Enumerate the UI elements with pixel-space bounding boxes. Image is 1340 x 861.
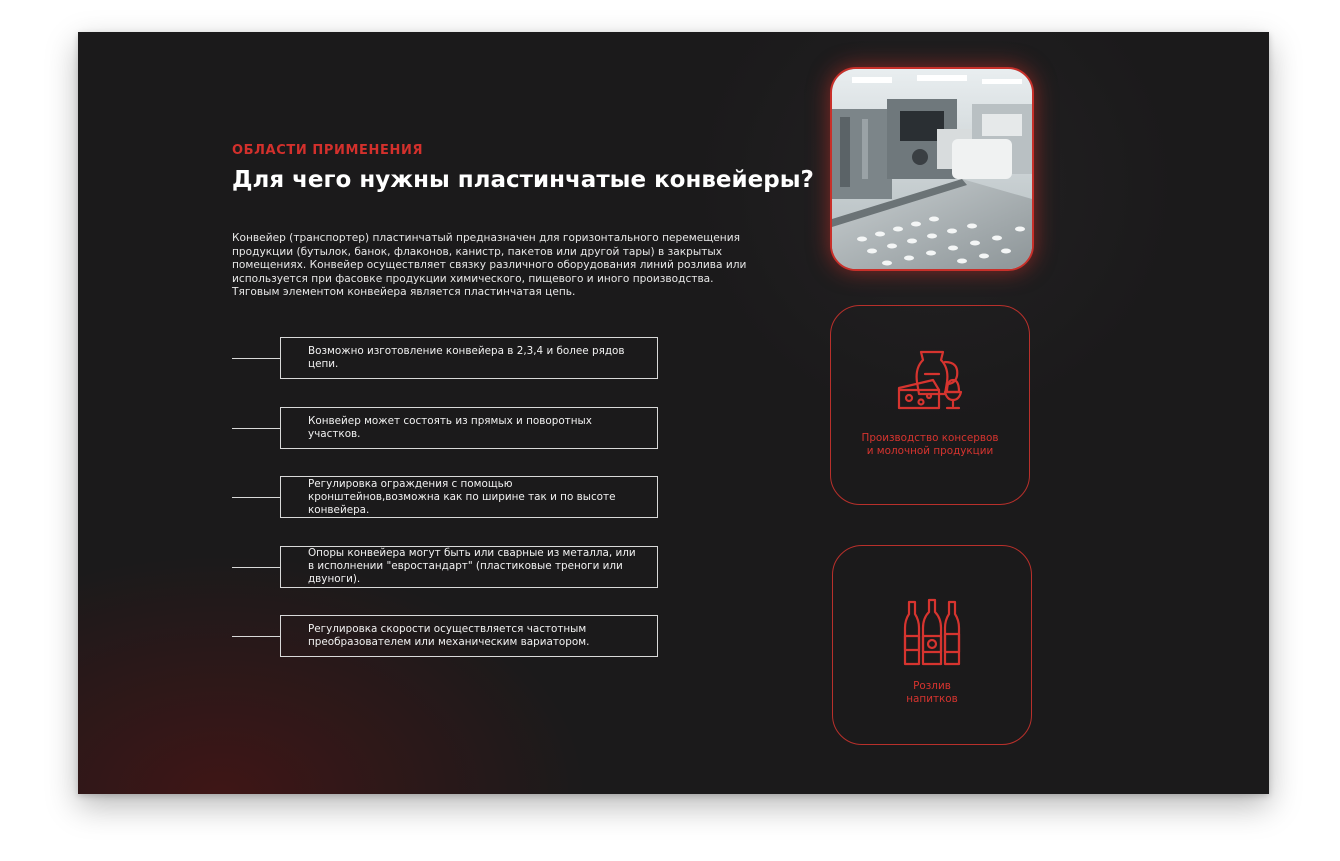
caption-line: и молочной продукции	[866, 445, 994, 457]
feature-text: Регулировка скорости осуществляется частотным преобразователем или механическим вариатором.	[308, 623, 590, 648]
conveyor-photo-card	[830, 67, 1034, 271]
feature-box	[280, 476, 658, 518]
feature-text: Регулировка ограждения с помощью кронштейнов,возможна как по ширине так и по высоте конвейера.	[308, 477, 616, 516]
caption-line: напитков	[906, 693, 958, 705]
feature-connector-line	[232, 567, 280, 568]
application-caption	[896, 680, 968, 706]
feature-list	[232, 337, 672, 685]
feature-item	[232, 476, 672, 520]
feature-item	[232, 407, 672, 451]
feature-item	[232, 546, 672, 590]
feature-text: Возможно изготовление конвейера в 2,3,4 и более рядов цепи.	[308, 345, 625, 370]
application-card-drinks	[832, 545, 1032, 745]
application-caption	[852, 432, 1009, 458]
feature-connector-line	[232, 428, 280, 429]
feature-item	[232, 615, 672, 659]
applications-section	[78, 32, 1269, 794]
feature-item	[232, 337, 672, 381]
caption-line: Производство консервов	[861, 432, 999, 444]
section-headline: Для чего нужны пластинчатые конвейеры?	[232, 167, 814, 193]
section-intro: Конвейер (транспортер) пластинчатый предназначен для горизонтального перемещения продукции (бутылок, банок, флаконов, канистр, пакетов или другой тары) в закрытых помещениях. Конвейер осуществляет связку различного оборудования линий розлива или используется при фасовке продукции химического, пищевого и иного производства. Тяговым элементом конвейера является пластинчатая цепь.	[232, 232, 747, 298]
conveyor-factory-image	[832, 69, 1032, 269]
bottles-icon	[897, 598, 967, 668]
dairy-products-icon	[895, 346, 965, 416]
feature-connector-line	[232, 636, 280, 637]
feature-text: Опоры конвейера могут быть или сварные из металла, или в исполнении "евростандарт" (пластиковые треноги или двуноги).	[308, 547, 636, 585]
feature-connector-line	[232, 497, 280, 498]
application-card-dairy	[830, 305, 1030, 505]
section-eyebrow: ОБЛАСТИ ПРИМЕНЕНИЯ	[232, 143, 424, 158]
feature-connector-line	[232, 358, 280, 359]
caption-line: Розлив	[913, 680, 951, 692]
feature-box	[280, 546, 658, 588]
feature-box	[280, 407, 658, 449]
feature-box	[280, 337, 658, 379]
feature-text: Конвейер может состоять из прямых и поворотных участков.	[308, 414, 592, 440]
feature-box	[280, 615, 658, 657]
